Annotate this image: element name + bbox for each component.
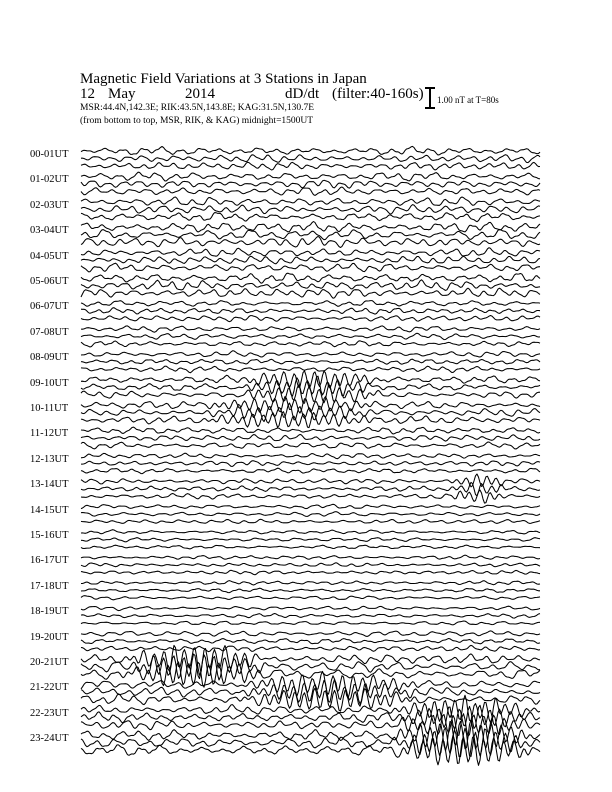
trace-kag-15-16ut (81, 530, 540, 534)
trace-rik-14-15ut (81, 512, 540, 517)
hour-label: 05-06UT (30, 276, 69, 287)
hour-label: 19-20UT (30, 631, 69, 643)
trace-kag-19-20ut (81, 631, 540, 637)
trace-msr-05-06ut (81, 288, 540, 298)
trace-msr-15-16ut (81, 545, 540, 549)
hour-label: 00-01UT (30, 149, 69, 160)
trace-kag-05-06ut (81, 273, 540, 283)
trace-msr-12-13ut (81, 468, 540, 473)
trace-kag-03-04ut (81, 222, 540, 233)
trace-rik-06-07ut (81, 308, 540, 314)
trace-msr-02-03ut (81, 213, 540, 222)
trace-kag-02-03ut (81, 197, 540, 205)
trace-msr-07-08ut (81, 341, 540, 347)
date-month: May (108, 86, 136, 102)
hour-label: 20-21UT (30, 657, 69, 668)
trace-rik-01-02ut (81, 180, 540, 188)
quantity-label: dD/dt (285, 86, 320, 102)
hour-label: 07-08UT (30, 326, 69, 338)
trace-kag-01-02ut (81, 172, 540, 181)
trace-kag-07-08ut (81, 326, 540, 332)
hour-label: 12-13UT (30, 453, 69, 465)
trace-kag-04-05ut (81, 248, 540, 257)
hour-label: 02-03UT (30, 199, 69, 211)
trace-rik-03-04ut (81, 229, 540, 239)
trace-kag-11-12ut (81, 427, 540, 434)
hour-label: 16-17UT (30, 555, 69, 567)
trace-msr-01-02ut (81, 187, 540, 195)
hour-label: 18-19UT (30, 606, 69, 618)
trace-rik-00-01ut (81, 155, 540, 163)
trace-rik-12-13ut (81, 461, 540, 467)
trace-msr-13-14ut (81, 490, 540, 503)
trace-msr-06-07ut (81, 316, 540, 322)
hour-label: 06-07UT (30, 301, 69, 313)
hour-label: 23-24UT (30, 733, 69, 745)
trace-msr-11-12ut (81, 442, 540, 449)
trace-kag-12-13ut (81, 453, 540, 458)
hour-label: 14-15UT (30, 504, 69, 516)
trace-kag-09-10ut (81, 371, 540, 388)
trace-kag-18-19ut (81, 606, 540, 610)
trace-msr-22-23ut (81, 714, 540, 737)
trace-msr-00-01ut (81, 162, 540, 170)
trace-rik-18-19ut (81, 614, 540, 619)
date-year: 2014 (185, 86, 215, 102)
trace-kag-08-09ut (81, 351, 540, 357)
trace-rik-04-05ut (81, 256, 540, 264)
hour-label: 22-23UT (30, 707, 69, 719)
trace-rik-16-17ut (81, 563, 540, 567)
trace-msr-14-15ut (81, 519, 540, 523)
hour-label: 17-18UT (30, 580, 69, 592)
trace-msr-17-18ut (81, 596, 540, 600)
trace-rik-05-06ut (81, 280, 540, 291)
trace-rik-07-08ut (81, 333, 540, 339)
trace-rik-17-18ut (81, 588, 540, 592)
trace-kag-00-01ut (81, 146, 540, 155)
trace-rik-13-14ut (81, 482, 540, 495)
hour-label: 15-16UT (30, 530, 69, 541)
hour-label: 09-10UT (30, 377, 69, 389)
hour-label: 03-04UT (30, 225, 69, 237)
filter-label: (filter:40-160s) (332, 86, 424, 102)
hour-label: 01-02UT (30, 174, 69, 186)
hour-label: 04-05UT (30, 250, 69, 262)
scale-label: 1.00 nT at T=80s (437, 95, 499, 105)
trace-rik-20-21ut (81, 654, 540, 680)
station-order-note: (from bottom to top, MSR, RIK, & KAG) midnight=1500UT (80, 116, 314, 126)
trace-kag-06-07ut (81, 301, 540, 307)
trace-rik-02-03ut (81, 205, 540, 214)
trace-msr-03-04ut (81, 236, 540, 247)
trace-msr-16-17ut (81, 570, 540, 575)
trace-msr-18-19ut (81, 621, 540, 625)
trace-msr-04-05ut (81, 263, 540, 272)
hour-label: 10-11UT (30, 403, 69, 414)
trace-rik-15-16ut (81, 538, 540, 542)
trace-rik-11-12ut (81, 434, 540, 441)
stations-info: MSR:44.4N,142.3E; RIK:43.5N,143.8E; KAG:31.5N,130.7E (80, 103, 315, 113)
trace-rik-08-09ut (81, 359, 540, 364)
chart-title: Magnetic Field Variations at 3 Stations in Japan (80, 71, 367, 87)
trace-kag-16-17ut (81, 555, 540, 559)
hour-label: 13-14UT (30, 479, 69, 491)
hour-label: 21-22UT (30, 682, 69, 694)
trace-msr-19-20ut (81, 645, 540, 651)
trace-kag-13-14ut (81, 474, 540, 487)
hour-label: 11-12UT (30, 428, 69, 440)
trace-rik-19-20ut (81, 639, 540, 644)
hour-label: 08-09UT (30, 352, 69, 364)
trace-kag-17-18ut (81, 581, 540, 585)
trace-kag-14-15ut (81, 504, 540, 508)
date-day: 12 (80, 86, 95, 102)
trace-msr-08-09ut (81, 366, 540, 373)
